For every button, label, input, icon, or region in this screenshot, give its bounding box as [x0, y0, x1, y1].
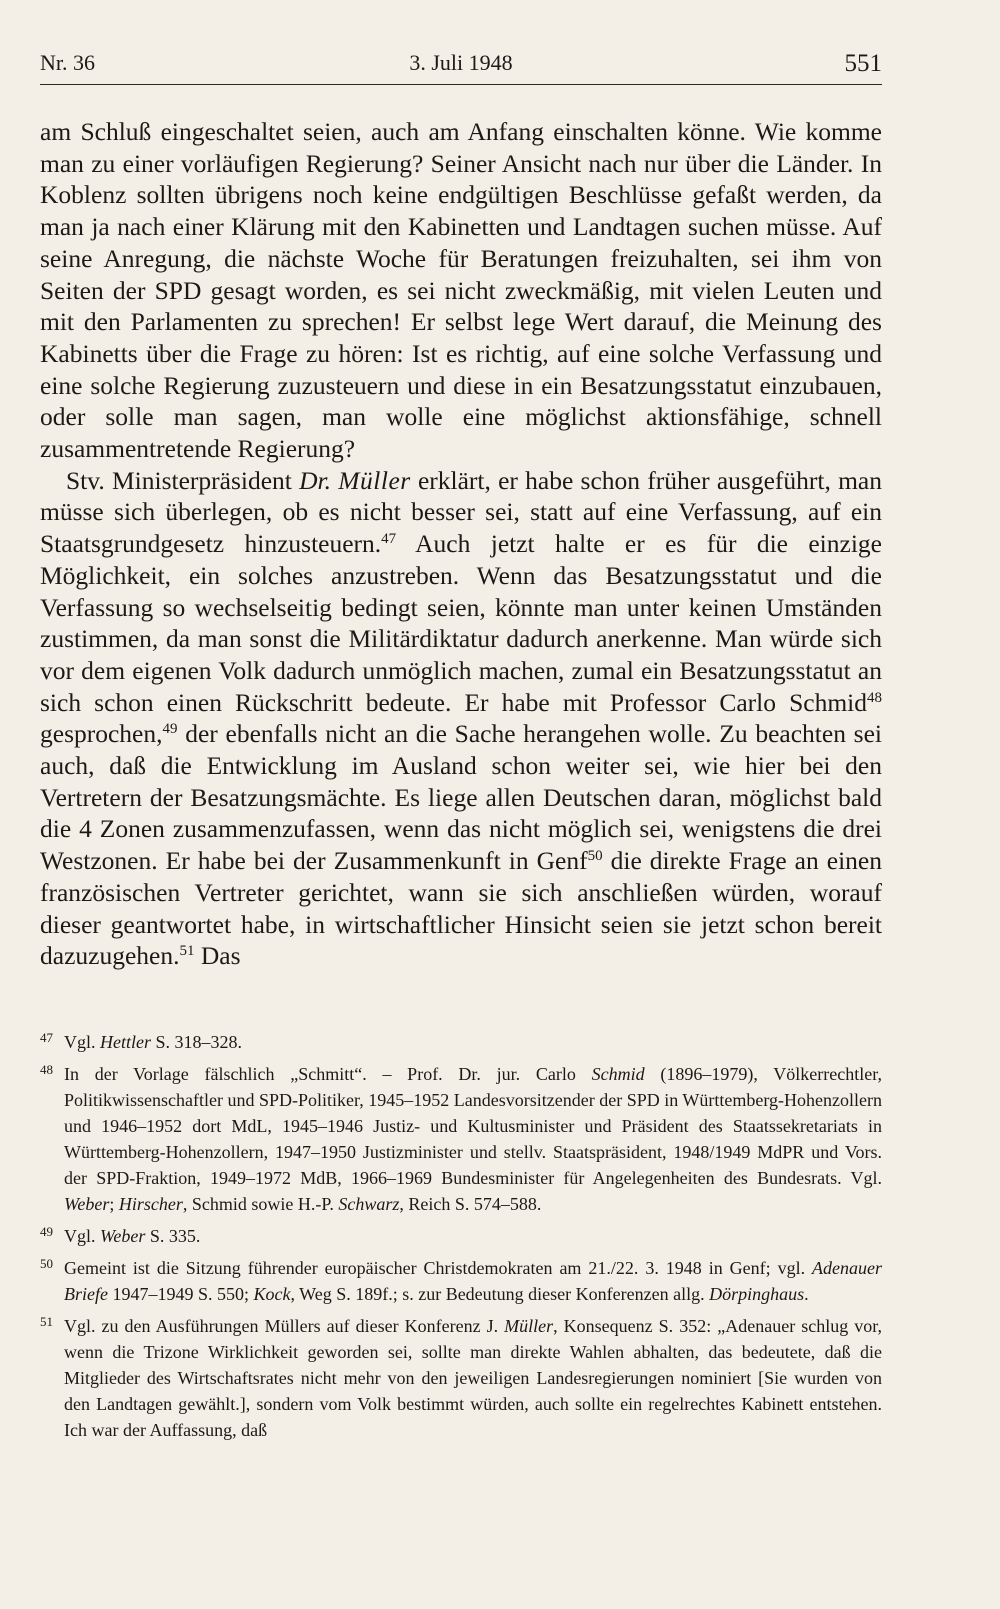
speaker-name: Müller — [338, 465, 411, 495]
author-name: Weber — [100, 1226, 146, 1246]
footnotes — [40, 1029, 882, 1449]
text-run: gesprochen, — [40, 719, 163, 749]
footnote-ref-50: 50 — [587, 848, 603, 865]
text-run: Gemeint ist die Sitzung führender europäischer Christdemokraten am 21./22. 3. 1948 in Genf; vgl. — [64, 1258, 813, 1278]
footnote-50 — [40, 1255, 882, 1307]
text-run: , Konsequenz S. 352: „Adenauer schlug vor, wenn die Trizone Wirklichkeit geworden sei, sollte man direkte Wahlen abhalten, das bedeutete, daß die Mitglieder des Wirtschaftsrates nicht mehr von den jeweiligen Landesregierungen nominiert [Sie wurden von den Landtagen gewählt.], sondern vom Volk bestimmt würden, auch sollte ein regelrechtes Kabinett entstehen. Ich war der Auffassung, daß — [64, 1316, 883, 1440]
footnote-number: 47 — [40, 1030, 53, 1045]
paragraph-1: am Schluß eingeschaltet seien, auch am Anfang einschalten könne. Wie komme man zu einer vorläufigen Regierung? Seiner Ansicht nach nur über die Länder. In Koblenz sollten übrigens noch keine endgültigen Beschlüsse gefaßt werden, da man ja nach einer Klärung mit den Kabinetten und Landtagen suchen müsse. Auf seine Anregung, die nächste Woche für Beratungen freizuhalten, sei ihm von Seiten der SPD gesagt worden, es sei nicht zweckmäßig, mit vielen Leuten und mit den Parlamenten zu sprechen! Er selbst lege Wert darauf, die Meinung des Kabinetts über die Frage zu hören: Ist es richtig, auf eine solche Verfassung und eine solche Regierung zuzusteuern und diese in ein Besatzungsstatut einzubauen, oder solle man sagen, man wolle eine möglichst aktionsfähige, schnell zusammentretende Regierung? — [40, 117, 882, 464]
title-dr: Dr. — [299, 465, 332, 495]
author-name: Hirscher — [118, 1194, 183, 1214]
footnote-ref-47: 47 — [381, 531, 397, 548]
author-name: Schwarz — [338, 1194, 400, 1214]
text-run: S. 318–328. — [151, 1032, 243, 1052]
text-run: Das — [194, 941, 241, 971]
text-run: Vgl. zu den Ausführungen Müllers auf dieser Konferenz J. — [64, 1316, 505, 1336]
footnote-ref-51: 51 — [179, 943, 195, 960]
text-run: . — [804, 1284, 809, 1304]
document-number: Nr. 36 — [40, 50, 95, 75]
text-run: der ebenfalls nicht an die Sache herangehen wolle. Zu beachten sei auch, daß die Entwicklung im Ausland schon weiter sei, wie hier bei den Vertretern der Besatzungsmächte. Es liege allen Deutschen daran, möglichst bald die 4 Zonen zusammenzufassen, wenn das nicht möglich sei, wenigstens die drei Westzonen. Er habe bei der Zusammenkunft in Genf — [40, 719, 882, 876]
text-run: S. 335. — [145, 1226, 201, 1246]
text-run: Vgl. — [64, 1032, 100, 1052]
author-name: Müller — [504, 1316, 554, 1336]
running-header — [40, 48, 882, 85]
footnote-number: 48 — [40, 1062, 53, 1077]
page-number: 551 — [844, 50, 882, 77]
footnote-49 — [40, 1223, 882, 1249]
header-date: 3. Juli 1948 — [409, 50, 513, 75]
footnote-ref-48: 48 — [867, 689, 882, 706]
text-run: , Reich S. 574–588. — [399, 1194, 542, 1214]
text-run: , Schmid sowie H.-P. — [182, 1194, 339, 1214]
text-run: 1947–1949 S. 550; — [107, 1284, 254, 1304]
author-name: Dörpinghaus — [709, 1284, 805, 1304]
text-run: Stv. Ministerpräsident — [66, 465, 300, 495]
footnote-47 — [40, 1029, 882, 1055]
text-run: Vgl. — [64, 1226, 100, 1246]
footnote-ref-49: 49 — [162, 721, 178, 738]
footnote-48 — [40, 1061, 882, 1217]
footnote-number: 49 — [40, 1224, 53, 1239]
author-name: Weber — [64, 1194, 110, 1214]
text-run: (1896–1979), Völkerrechtler, Politikwissenschaftler und SPD-Politiker, 1945–1952 Landesvorsitzender der SPD in Württemberg-Hohenzollern und 1946–1952 dort MdL, 1945–1946 Justiz- und Kultusminister und Präsident des Staatssekretariats in Württemberg-Hohenzollern, 1947–1950 Justizminister und stellv. Staatspräsident, 1948/1949 MdPR und Vors. der SPD-Fraktion, 1949–1972 MdB, 1966–1969 Bundesminister für Angelegenheiten des Bundesrats. Vgl. — [64, 1064, 883, 1188]
footnote-number: 50 — [40, 1256, 53, 1271]
text-run: erklärt, er habe schon früher ausgeführt, man müsse sich überlegen, ob es nicht besser sei, statt auf eine Verfassung, auf ein Staatsgrundgesetz hinzusteuern. — [40, 465, 882, 559]
text-run: ; — [109, 1194, 119, 1214]
footnote-number: 51 — [40, 1314, 53, 1329]
person-name: Schmid — [591, 1064, 645, 1084]
author-name: Hettler — [100, 1032, 151, 1052]
text-run: , Weg S. 189f.; s. zur Bedeutung dieser Konferenzen allg. — [290, 1284, 710, 1304]
paragraph-2 — [40, 465, 882, 972]
work-title: Adenauer Briefe — [64, 1258, 882, 1304]
text-run: In der Vorlage fälschlich „Schmitt“. – Prof. Dr. jur. Carlo — [64, 1064, 592, 1084]
author-name: Kock — [253, 1284, 291, 1304]
text-run: die direkte Frage an einen französischen Vertreter gerichtet, wann sie sich anschließen würden, worauf dieser geantwortet habe, in wirtschaftlicher Hinsicht seien sie jetzt schon bereit dazuzugehen. — [40, 846, 882, 971]
footnote-51 — [40, 1313, 882, 1443]
main-text — [40, 116, 882, 972]
text-run: Auch jetzt halte er es für die einzige Möglichkeit, ein solches anzustreben. Wenn das Besatzungsstatut und die Verfassung so wechselseitig bedingt seien, könnte man unter keinen Umständen zustimmen, da man sonst die Militärdiktatur dadurch anerkenne. Man würde sich vor dem eigenen Volk dadurch unmöglich machen, zumal ein Besatzungsstatut an sich schon einen Rückschritt bedeute. Er habe mit Professor Carlo Schmid — [40, 529, 882, 717]
